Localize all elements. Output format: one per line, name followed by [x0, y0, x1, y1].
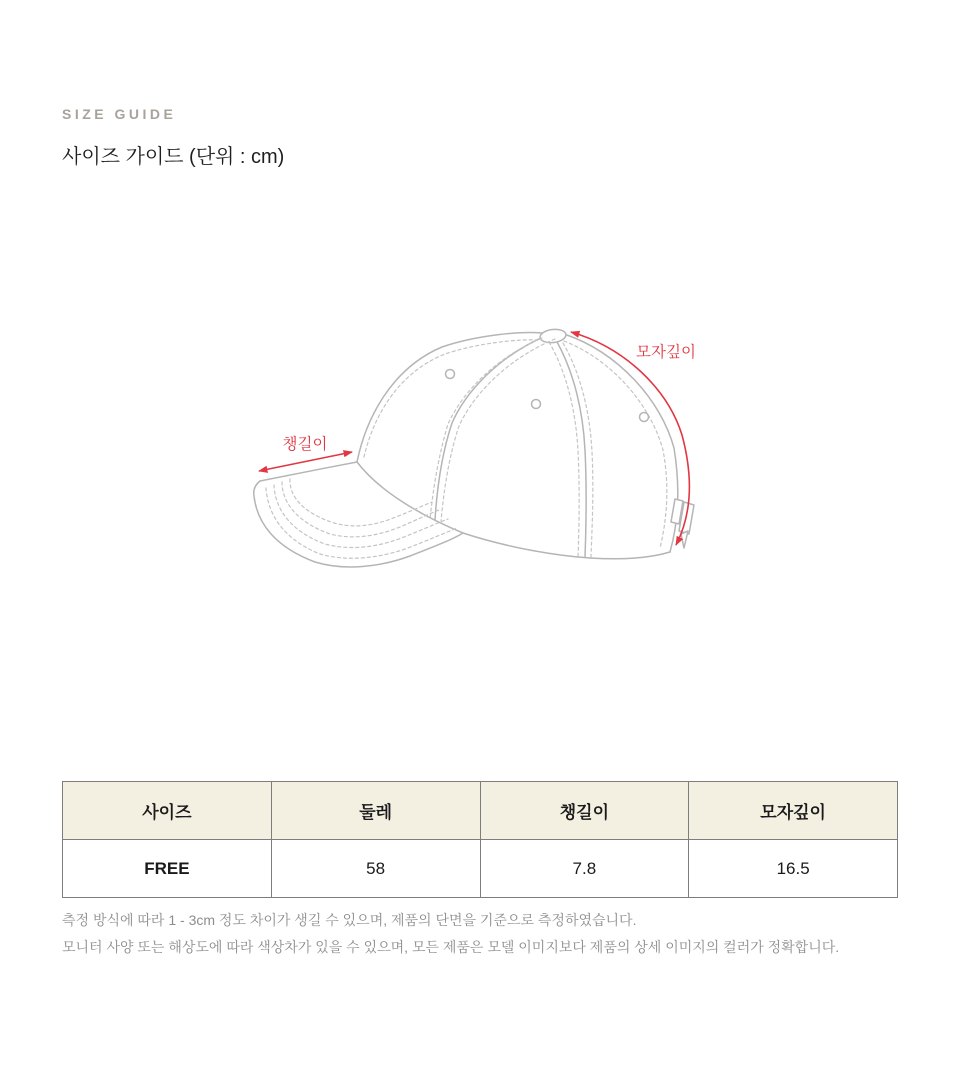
section-eyebrow: SIZE GUIDE	[62, 106, 177, 122]
hat-depth-label: 모자깊이	[636, 344, 696, 361]
cap-measurement-diagram	[230, 310, 730, 580]
header-hat-depth: 모자깊이	[689, 782, 898, 840]
note-measurement: 측정 방식에 따라 1 - 3cm 정도 차이가 생길 수 있으며, 제품의 단면을 기준으로 측정하였습니다.	[62, 912, 637, 928]
header-brim-length: 챙길이	[480, 782, 689, 840]
table-row	[63, 840, 898, 898]
cell-hat-depth: 16.5	[689, 840, 898, 898]
header-size: 사이즈	[63, 782, 272, 840]
size-table-header-row	[63, 782, 898, 840]
size-table	[62, 781, 898, 898]
brim-length-arrow	[259, 452, 352, 471]
measurement-notes	[62, 911, 902, 965]
note-color: 모니터 사양 또는 해상도에 따라 색상차가 있을 수 있으며, 모든 제품은 모델 이미지보다 제품의 상세 이미지의 컬러가 정확합니다.	[62, 939, 840, 955]
brim-length-label: 챙길이	[282, 436, 328, 453]
cap-eyelets	[446, 370, 649, 422]
cell-brim-length: 7.8	[480, 840, 689, 898]
page-title: 사이즈 가이드 (단위 : cm)	[62, 146, 285, 168]
cell-size: FREE	[63, 840, 272, 898]
cell-circumference: 58	[271, 840, 480, 898]
header-circumference: 둘레	[271, 782, 480, 840]
